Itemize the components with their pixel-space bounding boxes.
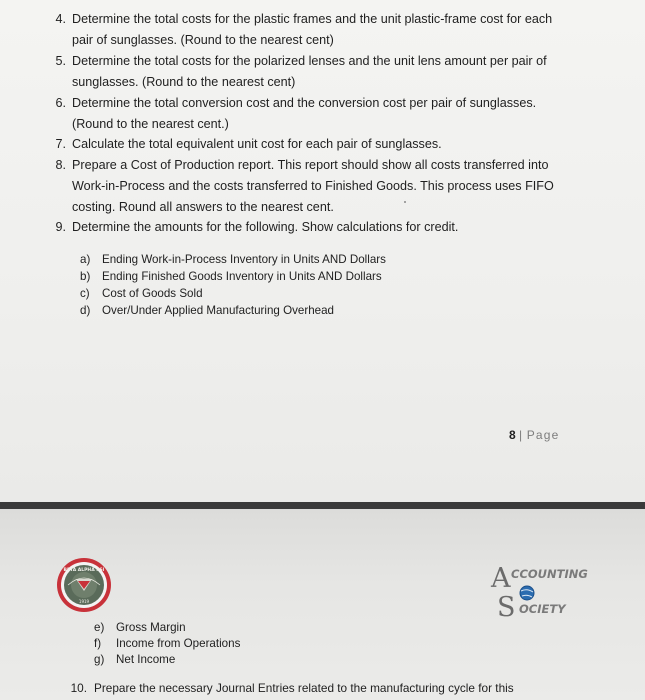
item-text-line: Determine the total conversion cost and the conversion cost per pair of sunglasses.	[72, 96, 537, 110]
page-number: 8	[509, 428, 516, 442]
item-text-line: (Round to the nearest cent.)	[72, 117, 229, 131]
item-text-line: pair of sunglasses. (Round to the nearest cent)	[72, 33, 334, 47]
logo-initial-a: A	[491, 563, 511, 594]
sub-item-text: Cost of Goods Sold	[102, 287, 203, 300]
accounting-society-logo-icon	[487, 561, 597, 619]
logo-line-1: CCOUNTING	[511, 567, 588, 581]
page-separator: |	[519, 428, 524, 442]
page-label: Page	[526, 428, 560, 442]
item-text-line: costing. Round all answers to the nearest cent.	[72, 200, 334, 214]
item-text-line: Determine the amounts for the following. Show calculations for credit.	[72, 220, 459, 234]
sub-item-text: Over/Under Applied Manufacturing Overhead	[102, 304, 335, 317]
sub-item-letter: d)	[80, 304, 91, 317]
sub-item-text: Ending Work-in-Process Inventory in Units AND Dollars	[102, 253, 386, 266]
sub-item-letter: e)	[94, 621, 105, 634]
item-number: 9.	[55, 220, 66, 234]
item-text-line: Prepare the necessary Journal Entries related to the manufacturing cycle for this	[94, 681, 514, 695]
item-text-line: Determine the total costs for the plastic frames and the unit plastic-frame cost for each	[72, 12, 553, 26]
logo-initial-s: S	[497, 592, 516, 619]
sub-item-letter: a)	[80, 253, 91, 266]
logo-line-2: OCIETY	[519, 602, 566, 616]
sub-item-letter: g)	[94, 653, 105, 666]
item-number: 10.	[70, 681, 87, 695]
item-number: 4.	[55, 12, 66, 26]
item-number: 6.	[55, 96, 66, 110]
beta-alpha-psi-seal-icon	[56, 557, 112, 613]
item-text-line: Calculate the total equivalent unit cost for each pair of sunglasses.	[72, 137, 442, 151]
seal-bottom-text: 1919	[78, 599, 90, 604]
sub-item-text: Net Income	[116, 653, 176, 666]
stray-mark	[404, 201, 406, 203]
page-divider	[0, 502, 645, 509]
seal-top-text: BETA ALPHA PSI	[63, 568, 105, 573]
page-footer	[509, 428, 560, 442]
sub-item-text: Income from Operations	[116, 637, 241, 650]
sub-item-text: Ending Finished Goods Inventory in Units AND Dollars	[102, 270, 382, 283]
item-number: 7.	[55, 137, 66, 151]
item-text-line: Determine the total costs for the polarized lenses and the unit lens amount per pair of	[72, 54, 547, 68]
item-number: 8.	[55, 158, 66, 172]
item-text-line: sunglasses. (Round to the nearest cent)	[72, 75, 296, 89]
item-number: 5.	[55, 54, 66, 68]
sub-item-letter: c)	[80, 287, 90, 300]
sub-item-text: Gross Margin	[116, 621, 186, 634]
sub-item-letter: b)	[80, 270, 91, 283]
sub-item-letter: f)	[94, 637, 102, 650]
item-text-line: Prepare a Cost of Production report. This report should show all costs transferred into	[72, 158, 549, 172]
item-text-line: Work-in-Process and the costs transferred to Finished Goods. This process uses FIFO	[72, 179, 554, 193]
